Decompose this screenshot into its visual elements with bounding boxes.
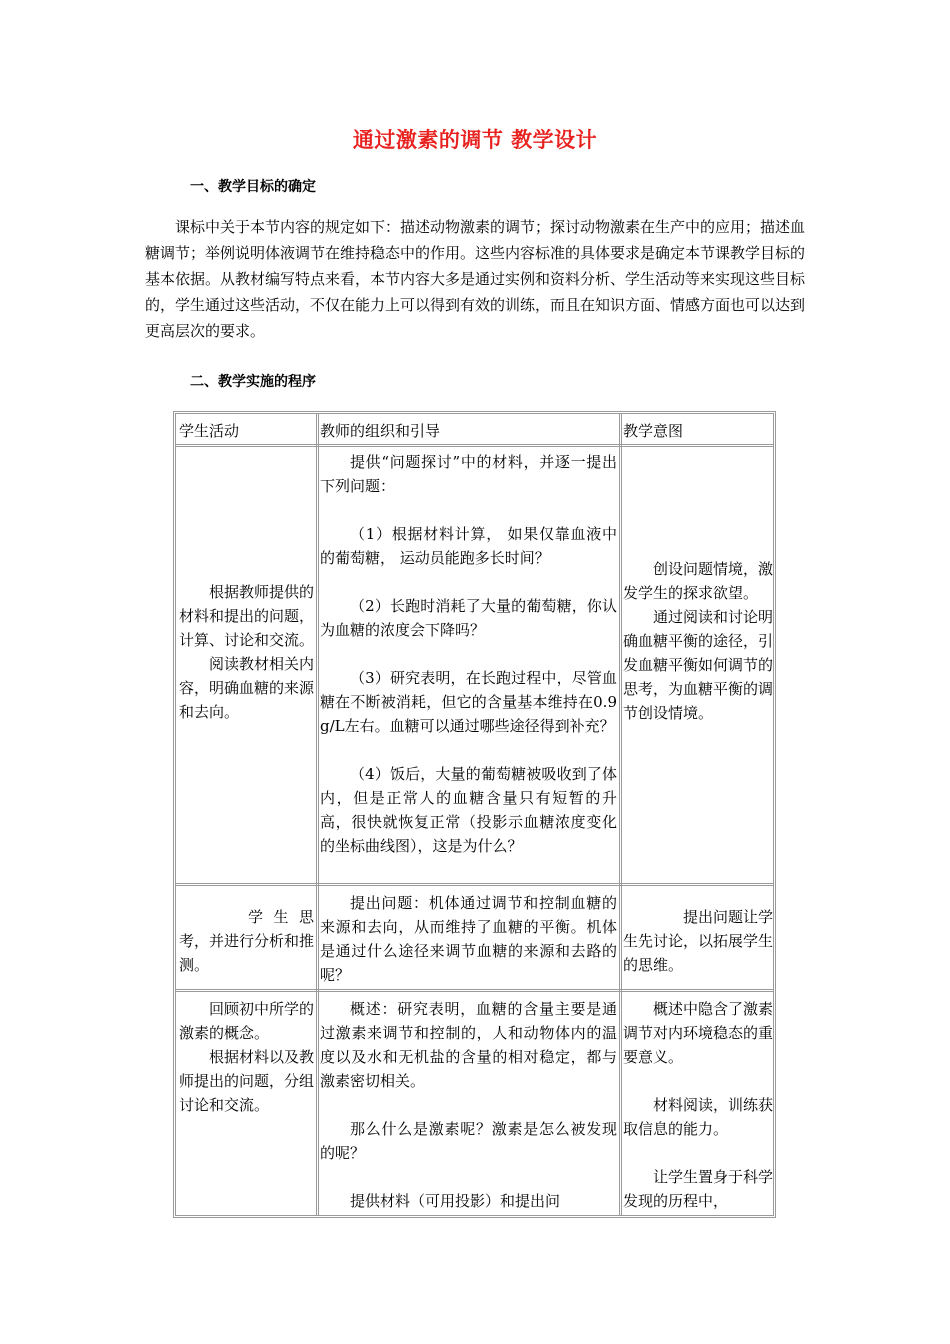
- row3-teacher-cell: [320, 997, 617, 1213]
- table-rule: [176, 989, 773, 992]
- header-teaching-intent: 教学意图: [623, 422, 684, 440]
- table-rule: [619, 414, 622, 1215]
- row1-student-text: 阅读教材相关内容，明确血糖的来源和去向。: [179, 655, 314, 721]
- row2-teacher-text: 提出问题：机体通过调节和控制血糖的来源和去向，从而维持了血糖的平衡。机体是通过什么途径来调节血糖的来源和去路的呢？: [320, 894, 617, 984]
- objectives-paragraph: 课标中关于本节内容的规定如下：描述动物激素的调节；探讨动物激素在生产中的应用；描述血糖调节；举例说明体液调节在维持稳态中的作用。这些内容标准的具体要求是确定本节课教学目标的基本依据。从教材编写特点来看，本节内容大多是通过实例和资料分析、学生活动等来实现这些目标的，学生通过这些活动，不仅在能力上可以得到有效的训练，而且在知识方面、情感方面也可以达到更高层次的要求。: [145, 218, 806, 340]
- row3-student-cell: [179, 997, 314, 1117]
- row1-intent-cell: [623, 557, 773, 725]
- row3-intent-cell: [623, 997, 773, 1213]
- header-student-activity: 学生活动: [179, 422, 240, 440]
- row3-teacher-text: 提供材料（可用投影）和提出问: [350, 1192, 561, 1210]
- row1-teacher-text: 提供“问题探讨”中的材料，并逐一提出下列问题：: [320, 453, 617, 495]
- table-rule: [316, 414, 319, 1215]
- section-heading-objectives: 一、教学目标的确定: [190, 179, 316, 195]
- row2-student-cell: [179, 905, 314, 977]
- row3-intent-text: 概述中隐含了激素调节对内环境稳态的重要意义。: [623, 1000, 773, 1066]
- row3-intent-text: 材料阅读，训练获取信息的能力。: [623, 1096, 773, 1138]
- row1-student-cell: [179, 580, 314, 724]
- row1-teacher-text: （2）长跑时消耗了大量的葡萄糖，你认为血糖的浓度会下降吗？: [320, 597, 617, 639]
- row1-student-text: 根据教师提供的材料和提出的问题，计算、讨论和交流。: [179, 583, 314, 649]
- header-teacher-guidance: 教师的组织和引导: [320, 422, 441, 440]
- row3-student-text: 根据材料以及教师提出的问题，分组讨论和交流。: [179, 1048, 314, 1114]
- row1-teacher-text: （1）根据材料计算， 如果仅靠血液中的葡萄糖， 运动员能跑多长时间？: [320, 525, 617, 567]
- row3-teacher-text: 那么什么是激素呢？激素是怎么被发现的呢？: [320, 1120, 617, 1162]
- row1-intent-text: 创设问题情境，激发学生的探求欲望。: [623, 560, 773, 602]
- row1-teacher-cell: [320, 450, 617, 858]
- row1-teacher-text: （4）饭后，大量的葡萄糖被吸收到了体内，但是正常人的血糖含量只有短暂的升高，很快就恢复正常（投影示血糖浓度变化的坐标曲线图），这是为什么？: [320, 765, 617, 855]
- section-heading-procedure: 二、教学实施的程序: [190, 374, 316, 390]
- row3-student-text: 回顾初中所学的激素的概念。: [179, 1000, 314, 1042]
- teaching-procedure-table: [173, 411, 776, 1218]
- row2-intent-cell: [623, 905, 773, 977]
- document-title: 通过激素的调节 教学设计: [352, 128, 598, 152]
- row3-intent-text: 让学生置身于科学发现的历程中，: [623, 1168, 773, 1210]
- row2-student-text: 学生思考，并进行分析和推测。: [179, 908, 314, 974]
- row3-teacher-text: 概述：研究表明，血糖的含量主要是通过激素来调节和控制的，人和动物体内的温度以及水和无机盐的含量的相对稳定，都与激素密切相关。: [320, 1000, 617, 1090]
- row1-intent-text: 通过阅读和讨论明确血糖平衡的途径，引发血糖平衡如何调节的思考，为血糖平衡的调节创设情境。: [623, 608, 773, 722]
- row2-teacher-cell: [320, 891, 617, 987]
- table-rule: [176, 883, 773, 886]
- table-rule: [176, 444, 773, 447]
- row1-teacher-text: （3）研究表明，在长跑过程中，尽管血糖在不断被消耗，但它的含量基本维持在0.9 g/L左右。血糖可以通过哪些途径得到补充？: [320, 669, 617, 735]
- row2-intent-text: 提出问题让学生先讨论，以拓展学生的思维。: [623, 908, 773, 974]
